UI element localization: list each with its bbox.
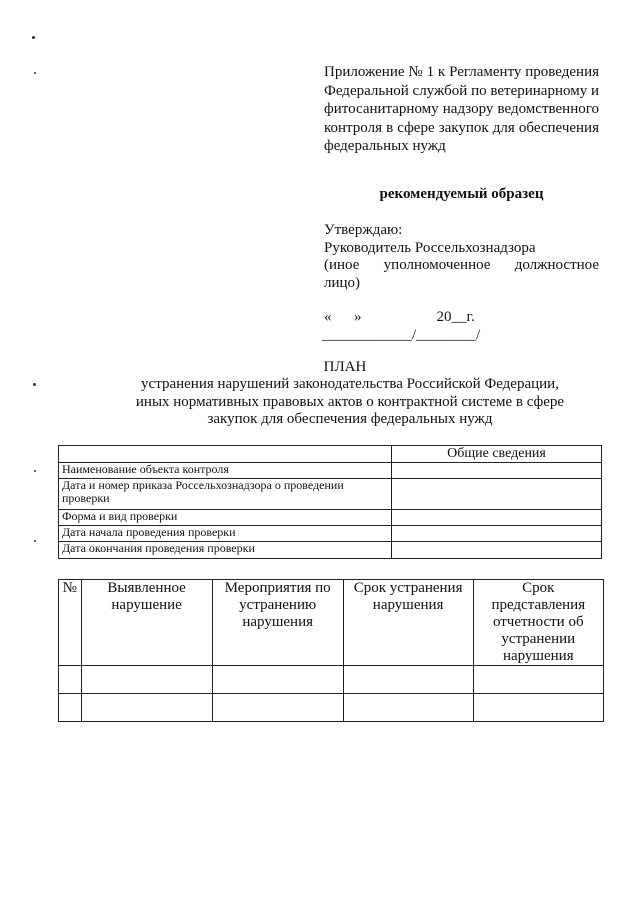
table-cell <box>392 479 602 510</box>
col-violation-label: Выявленное нарушение <box>107 580 186 613</box>
col-number-header: № <box>59 580 82 666</box>
table-cell <box>392 542 602 559</box>
plan-subtitle-line-2: иных нормативных правовых актов о контрактной системе в сфере <box>135 393 565 410</box>
table-cell <box>212 666 343 694</box>
scan-speck <box>34 540 36 542</box>
plan-subtitle <box>90 376 610 429</box>
annex-reference: Приложение № 1 к Регламенту проведения Федеральной службой по ветеринарному и фитосанитарному надзору ведомственного контроля в сфере закупок для обеспечения федеральных нужд <box>324 64 599 154</box>
violations-table <box>58 579 604 722</box>
col-deadline-header <box>343 580 473 666</box>
approver-alt-2: лицо) <box>324 274 361 291</box>
table-cell <box>473 666 603 694</box>
plan-subtitle-line-1: устранения нарушений законодательства Российской Федерации, <box>141 376 559 392</box>
approve-label: Утверждаю: <box>324 222 403 238</box>
col-violation-header <box>81 580 212 666</box>
scan-speck <box>32 36 35 39</box>
table-cell <box>81 666 212 694</box>
table-row-label: Наименование объекта контроля <box>59 463 392 479</box>
table-cell <box>392 510 602 526</box>
sample-label: рекомендуемый образец <box>379 186 544 202</box>
table-cell <box>59 666 82 694</box>
table-cell <box>343 666 473 694</box>
table-cell <box>343 694 473 722</box>
scan-speck <box>34 470 36 472</box>
col-deadline-label: Срок устранения нарушения <box>353 580 463 613</box>
plan-title: ПЛАН <box>323 359 367 375</box>
scan-speck <box>34 72 36 74</box>
table-cell <box>59 694 82 722</box>
table-cell <box>392 526 602 542</box>
table-cell <box>81 694 212 722</box>
approver-title: Руководитель Россельхознадзора <box>324 239 536 256</box>
table-row-label: Форма и вид проверки <box>59 510 392 526</box>
table-cell <box>392 463 602 479</box>
scan-speck <box>33 383 36 386</box>
col-measures-label: Мероприятия по устранению нарушения <box>224 580 331 630</box>
col-measures-header <box>212 580 343 666</box>
table-cell <box>212 694 343 722</box>
table-row-label: Дата окончания проведения проверки <box>59 542 392 559</box>
table-cell <box>59 446 392 463</box>
table-row-label: Дата начала проведения проверки <box>59 526 392 542</box>
table-cell <box>473 694 603 722</box>
plan-subtitle-line-3: закупок для обеспечения федеральных нужд <box>207 411 493 427</box>
approval-block <box>324 222 599 292</box>
general-info-table <box>58 445 602 559</box>
general-info-header: Общие сведения <box>392 446 602 463</box>
approver-alt-1: (иное уполномоченное должностное <box>324 257 599 273</box>
approval-date: « » 20__г. <box>324 309 475 325</box>
signature-line: ____________/________/ <box>322 327 481 343</box>
col-report-deadline-header: Срок представления отчетности об устранении нарушения <box>473 580 603 666</box>
table-row-label: Дата и номер приказа Россельхознадзора о проведении проверки <box>59 479 392 510</box>
